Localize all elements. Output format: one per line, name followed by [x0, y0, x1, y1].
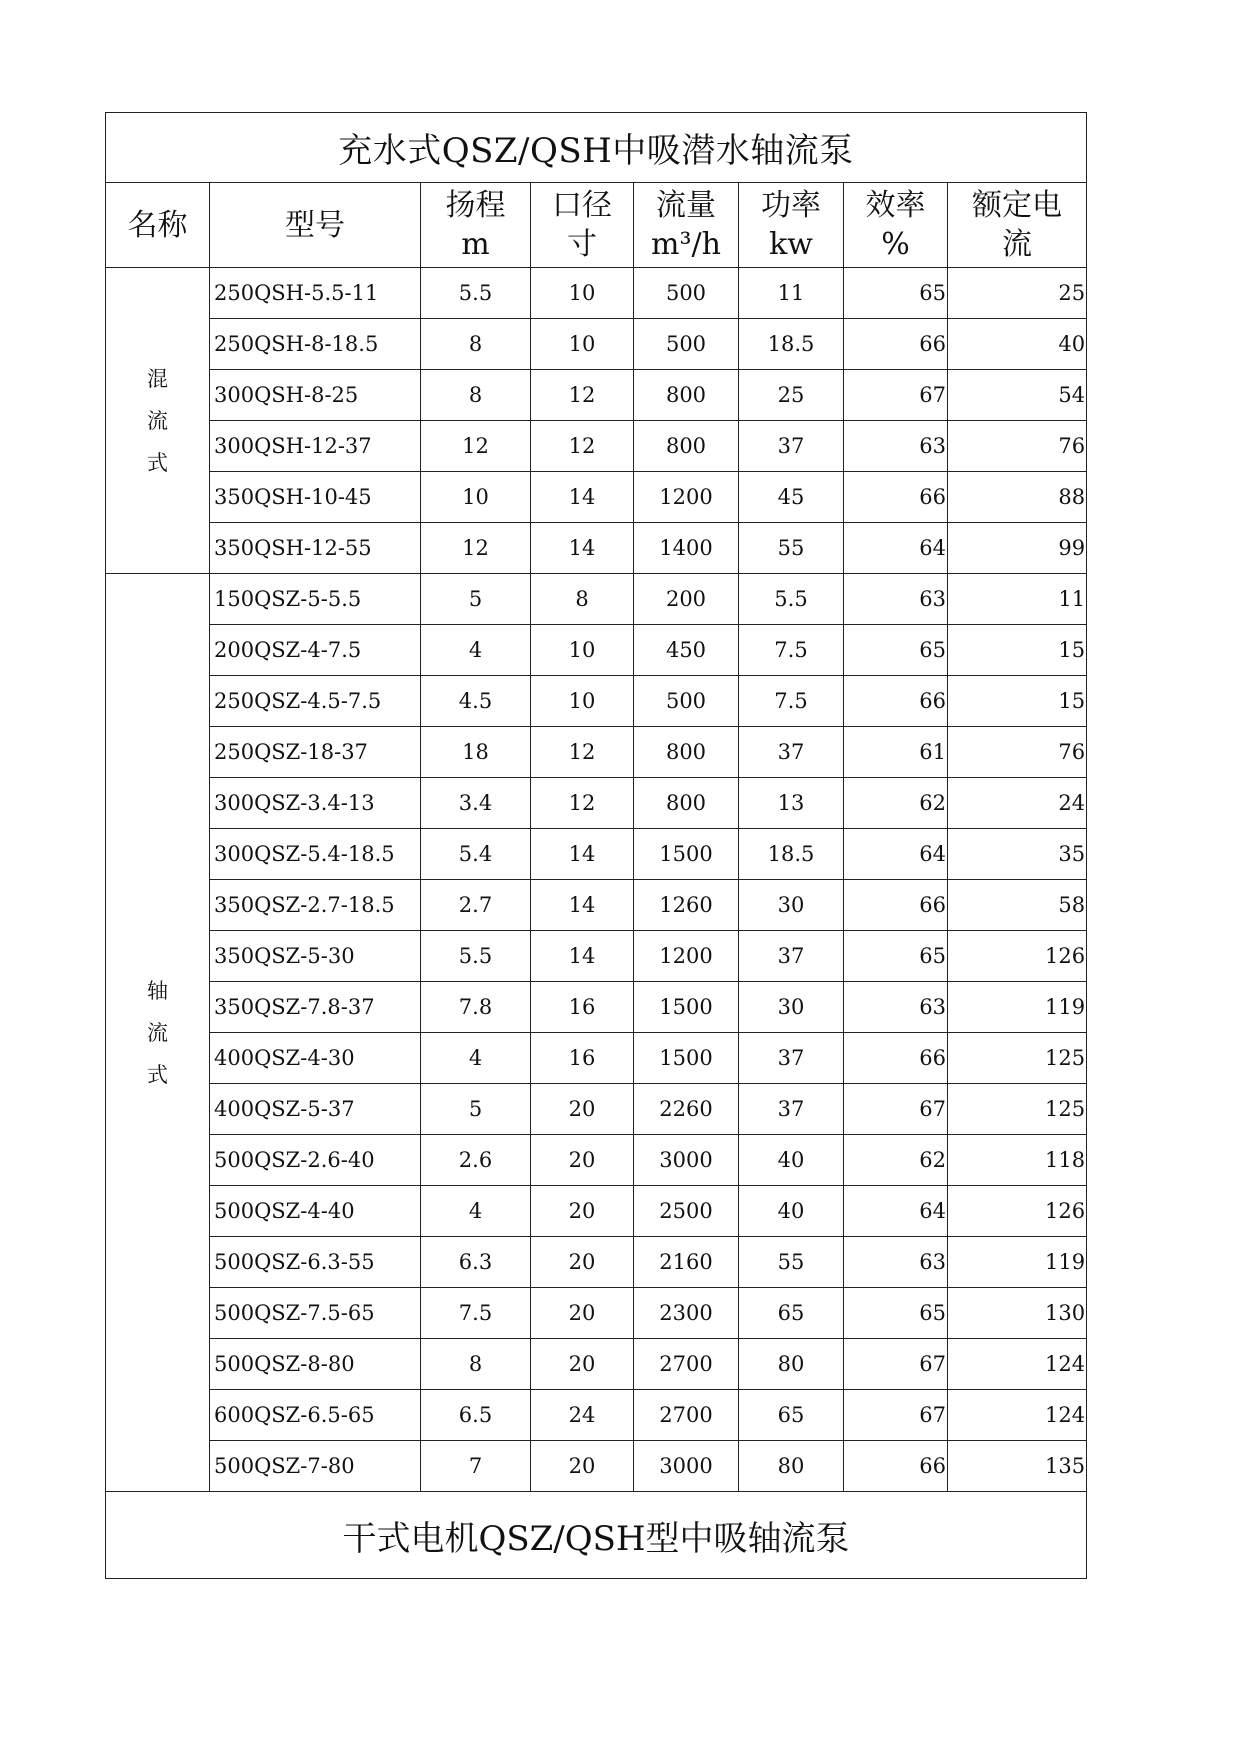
cell-current: 11 [948, 574, 1087, 625]
table-row [106, 778, 1087, 829]
header-efficiency: 效率 % [844, 183, 948, 268]
cell-efficiency: 64 [844, 1186, 948, 1237]
table-row [106, 1135, 1087, 1186]
cell-flow: 2700 [634, 1339, 739, 1390]
table-row [106, 727, 1087, 778]
cell-head: 7 [421, 1441, 531, 1492]
table-row [106, 982, 1087, 1033]
cell-caliber: 20 [531, 1237, 634, 1288]
cell-flow: 1200 [634, 931, 739, 982]
cell-flow: 450 [634, 625, 739, 676]
cell-efficiency: 65 [844, 268, 948, 319]
cell-flow: 500 [634, 268, 739, 319]
cell-flow: 2260 [634, 1084, 739, 1135]
cell-model: 200QSZ-4-7.5 [210, 625, 421, 676]
cell-efficiency: 66 [844, 472, 948, 523]
table-row [106, 1084, 1087, 1135]
cell-power: 11 [739, 268, 844, 319]
cell-current: 76 [948, 727, 1087, 778]
table-row [106, 523, 1087, 574]
header-head: 扬程 m [421, 183, 531, 268]
cell-caliber: 20 [531, 1135, 634, 1186]
cell-model: 400QSZ-4-30 [210, 1033, 421, 1084]
cell-flow: 800 [634, 778, 739, 829]
cell-power: 40 [739, 1135, 844, 1186]
cell-caliber: 16 [531, 982, 634, 1033]
footer-title: 干式电机QSZ/QSH型中吸轴流泵 [106, 1492, 1087, 1579]
cell-caliber: 10 [531, 676, 634, 727]
title-row [106, 113, 1087, 183]
cell-head: 5.5 [421, 931, 531, 982]
cell-power: 80 [739, 1339, 844, 1390]
cell-current: 25 [948, 268, 1087, 319]
table-row [106, 1390, 1087, 1441]
cell-flow: 2700 [634, 1390, 739, 1441]
footer-row [106, 1492, 1087, 1579]
table-row [106, 370, 1087, 421]
cell-model: 600QSZ-6.5-65 [210, 1390, 421, 1441]
cell-flow: 800 [634, 370, 739, 421]
table-row [106, 472, 1087, 523]
cell-power: 65 [739, 1288, 844, 1339]
cell-model: 350QSZ-2.7-18.5 [210, 880, 421, 931]
cell-head: 7.8 [421, 982, 531, 1033]
table-row [106, 1237, 1087, 1288]
cell-model: 350QSZ-5-30 [210, 931, 421, 982]
cell-model: 300QSZ-5.4-18.5 [210, 829, 421, 880]
cell-caliber: 12 [531, 421, 634, 472]
cell-head: 4 [421, 625, 531, 676]
cell-current: 135 [948, 1441, 1087, 1492]
cell-flow: 3000 [634, 1135, 739, 1186]
cell-model: 500QSZ-2.6-40 [210, 1135, 421, 1186]
cell-model: 350QSZ-7.8-37 [210, 982, 421, 1033]
header-row [106, 183, 1087, 268]
cell-current: 124 [948, 1390, 1087, 1441]
cell-caliber: 10 [531, 625, 634, 676]
cell-caliber: 14 [531, 880, 634, 931]
cell-current: 126 [948, 931, 1087, 982]
cell-caliber: 10 [531, 268, 634, 319]
cell-head: 8 [421, 1339, 531, 1390]
cell-current: 119 [948, 1237, 1087, 1288]
table-row [106, 625, 1087, 676]
cell-efficiency: 64 [844, 829, 948, 880]
cell-flow: 3000 [634, 1441, 739, 1492]
cell-current: 88 [948, 472, 1087, 523]
cell-caliber: 20 [531, 1288, 634, 1339]
cell-efficiency: 62 [844, 778, 948, 829]
cell-caliber: 12 [531, 778, 634, 829]
cell-efficiency: 67 [844, 1339, 948, 1390]
cell-model: 250QSH-8-18.5 [210, 319, 421, 370]
cell-power: 37 [739, 1084, 844, 1135]
cell-model: 250QSZ-4.5-7.5 [210, 676, 421, 727]
cell-current: 126 [948, 1186, 1087, 1237]
cell-head: 5.4 [421, 829, 531, 880]
cell-current: 76 [948, 421, 1087, 472]
cell-efficiency: 61 [844, 727, 948, 778]
cell-head: 8 [421, 319, 531, 370]
cell-caliber: 20 [531, 1186, 634, 1237]
cell-flow: 500 [634, 676, 739, 727]
cell-power: 55 [739, 1237, 844, 1288]
cell-current: 24 [948, 778, 1087, 829]
cell-current: 99 [948, 523, 1087, 574]
cell-model: 300QSH-8-25 [210, 370, 421, 421]
cell-power: 30 [739, 880, 844, 931]
group-name: 轴 流 式 [106, 574, 210, 1492]
cell-head: 4.5 [421, 676, 531, 727]
cell-model: 500QSZ-7-80 [210, 1441, 421, 1492]
cell-head: 6.5 [421, 1390, 531, 1441]
cell-model: 300QSH-12-37 [210, 421, 421, 472]
cell-power: 18.5 [739, 319, 844, 370]
cell-efficiency: 66 [844, 1033, 948, 1084]
cell-caliber: 10 [531, 319, 634, 370]
cell-power: 37 [739, 727, 844, 778]
cell-efficiency: 63 [844, 421, 948, 472]
pump-spec-table [105, 112, 1087, 1579]
cell-efficiency: 67 [844, 1084, 948, 1135]
cell-model: 300QSZ-3.4-13 [210, 778, 421, 829]
cell-efficiency: 66 [844, 880, 948, 931]
cell-efficiency: 65 [844, 1288, 948, 1339]
cell-head: 10 [421, 472, 531, 523]
cell-caliber: 20 [531, 1441, 634, 1492]
cell-efficiency: 67 [844, 1390, 948, 1441]
header-flow: 流量 m³/h [634, 183, 739, 268]
cell-flow: 1500 [634, 982, 739, 1033]
cell-head: 2.6 [421, 1135, 531, 1186]
cell-flow: 1400 [634, 523, 739, 574]
cell-model: 500QSZ-7.5-65 [210, 1288, 421, 1339]
cell-current: 40 [948, 319, 1087, 370]
cell-caliber: 12 [531, 727, 634, 778]
cell-efficiency: 65 [844, 931, 948, 982]
table-row [106, 676, 1087, 727]
cell-efficiency: 63 [844, 574, 948, 625]
table-row [106, 319, 1087, 370]
table-row [106, 574, 1087, 625]
cell-power: 37 [739, 931, 844, 982]
cell-power: 7.5 [739, 625, 844, 676]
table-row [106, 1186, 1087, 1237]
cell-power: 18.5 [739, 829, 844, 880]
cell-efficiency: 66 [844, 319, 948, 370]
cell-flow: 1260 [634, 880, 739, 931]
cell-caliber: 20 [531, 1339, 634, 1390]
cell-caliber: 14 [531, 523, 634, 574]
cell-head: 7.5 [421, 1288, 531, 1339]
cell-efficiency: 62 [844, 1135, 948, 1186]
cell-efficiency: 66 [844, 1441, 948, 1492]
cell-power: 37 [739, 421, 844, 472]
cell-power: 80 [739, 1441, 844, 1492]
cell-caliber: 8 [531, 574, 634, 625]
cell-efficiency: 66 [844, 676, 948, 727]
cell-power: 7.5 [739, 676, 844, 727]
cell-caliber: 14 [531, 931, 634, 982]
cell-flow: 800 [634, 421, 739, 472]
table-title: 充水式QSZ/QSH中吸潜水轴流泵 [106, 113, 1087, 183]
header-caliber: 口径 寸 [531, 183, 634, 268]
cell-head: 5 [421, 1084, 531, 1135]
cell-flow: 200 [634, 574, 739, 625]
cell-head: 5 [421, 574, 531, 625]
cell-efficiency: 64 [844, 523, 948, 574]
cell-current: 124 [948, 1339, 1087, 1390]
cell-power: 13 [739, 778, 844, 829]
cell-power: 65 [739, 1390, 844, 1441]
table-row [106, 1033, 1087, 1084]
table-row [106, 880, 1087, 931]
table-row [106, 268, 1087, 319]
cell-caliber: 12 [531, 370, 634, 421]
cell-current: 15 [948, 676, 1087, 727]
cell-model: 250QSZ-18-37 [210, 727, 421, 778]
cell-caliber: 24 [531, 1390, 634, 1441]
cell-power: 25 [739, 370, 844, 421]
cell-power: 37 [739, 1033, 844, 1084]
cell-power: 5.5 [739, 574, 844, 625]
cell-efficiency: 65 [844, 625, 948, 676]
cell-current: 125 [948, 1033, 1087, 1084]
cell-flow: 2500 [634, 1186, 739, 1237]
cell-current: 118 [948, 1135, 1087, 1186]
cell-caliber: 14 [531, 472, 634, 523]
cell-head: 3.4 [421, 778, 531, 829]
header-name: 名称 [106, 183, 210, 268]
cell-model: 150QSZ-5-5.5 [210, 574, 421, 625]
cell-model: 400QSZ-5-37 [210, 1084, 421, 1135]
cell-current: 119 [948, 982, 1087, 1033]
cell-head: 4 [421, 1186, 531, 1237]
cell-model: 500QSZ-6.3-55 [210, 1237, 421, 1288]
group-name: 混 流 式 [106, 268, 210, 574]
cell-model: 250QSH-5.5-11 [210, 268, 421, 319]
cell-flow: 1200 [634, 472, 739, 523]
cell-head: 5.5 [421, 268, 531, 319]
cell-caliber: 16 [531, 1033, 634, 1084]
cell-flow: 800 [634, 727, 739, 778]
cell-head: 12 [421, 421, 531, 472]
header-power: 功率 kw [739, 183, 844, 268]
cell-head: 4 [421, 1033, 531, 1084]
cell-flow: 500 [634, 319, 739, 370]
table-row [106, 1288, 1087, 1339]
cell-current: 58 [948, 880, 1087, 931]
cell-caliber: 20 [531, 1084, 634, 1135]
table-row [106, 1441, 1087, 1492]
cell-model: 500QSZ-4-40 [210, 1186, 421, 1237]
cell-current: 54 [948, 370, 1087, 421]
cell-flow: 2160 [634, 1237, 739, 1288]
cell-current: 35 [948, 829, 1087, 880]
cell-current: 125 [948, 1084, 1087, 1135]
cell-head: 2.7 [421, 880, 531, 931]
cell-power: 45 [739, 472, 844, 523]
cell-efficiency: 67 [844, 370, 948, 421]
cell-model: 350QSH-10-45 [210, 472, 421, 523]
cell-flow: 2300 [634, 1288, 739, 1339]
cell-head: 6.3 [421, 1237, 531, 1288]
cell-head: 12 [421, 523, 531, 574]
table-row [106, 421, 1087, 472]
table-row [106, 829, 1087, 880]
header-current: 额定电 流 [948, 183, 1087, 268]
cell-flow: 1500 [634, 1033, 739, 1084]
header-model: 型号 [210, 183, 421, 268]
cell-power: 55 [739, 523, 844, 574]
cell-power: 40 [739, 1186, 844, 1237]
cell-flow: 1500 [634, 829, 739, 880]
cell-head: 8 [421, 370, 531, 421]
table-row [106, 931, 1087, 982]
cell-current: 130 [948, 1288, 1087, 1339]
cell-efficiency: 63 [844, 982, 948, 1033]
table-row [106, 1339, 1087, 1390]
cell-power: 30 [739, 982, 844, 1033]
cell-head: 18 [421, 727, 531, 778]
cell-efficiency: 63 [844, 1237, 948, 1288]
cell-model: 500QSZ-8-80 [210, 1339, 421, 1390]
cell-current: 15 [948, 625, 1087, 676]
cell-model: 350QSH-12-55 [210, 523, 421, 574]
cell-caliber: 14 [531, 829, 634, 880]
